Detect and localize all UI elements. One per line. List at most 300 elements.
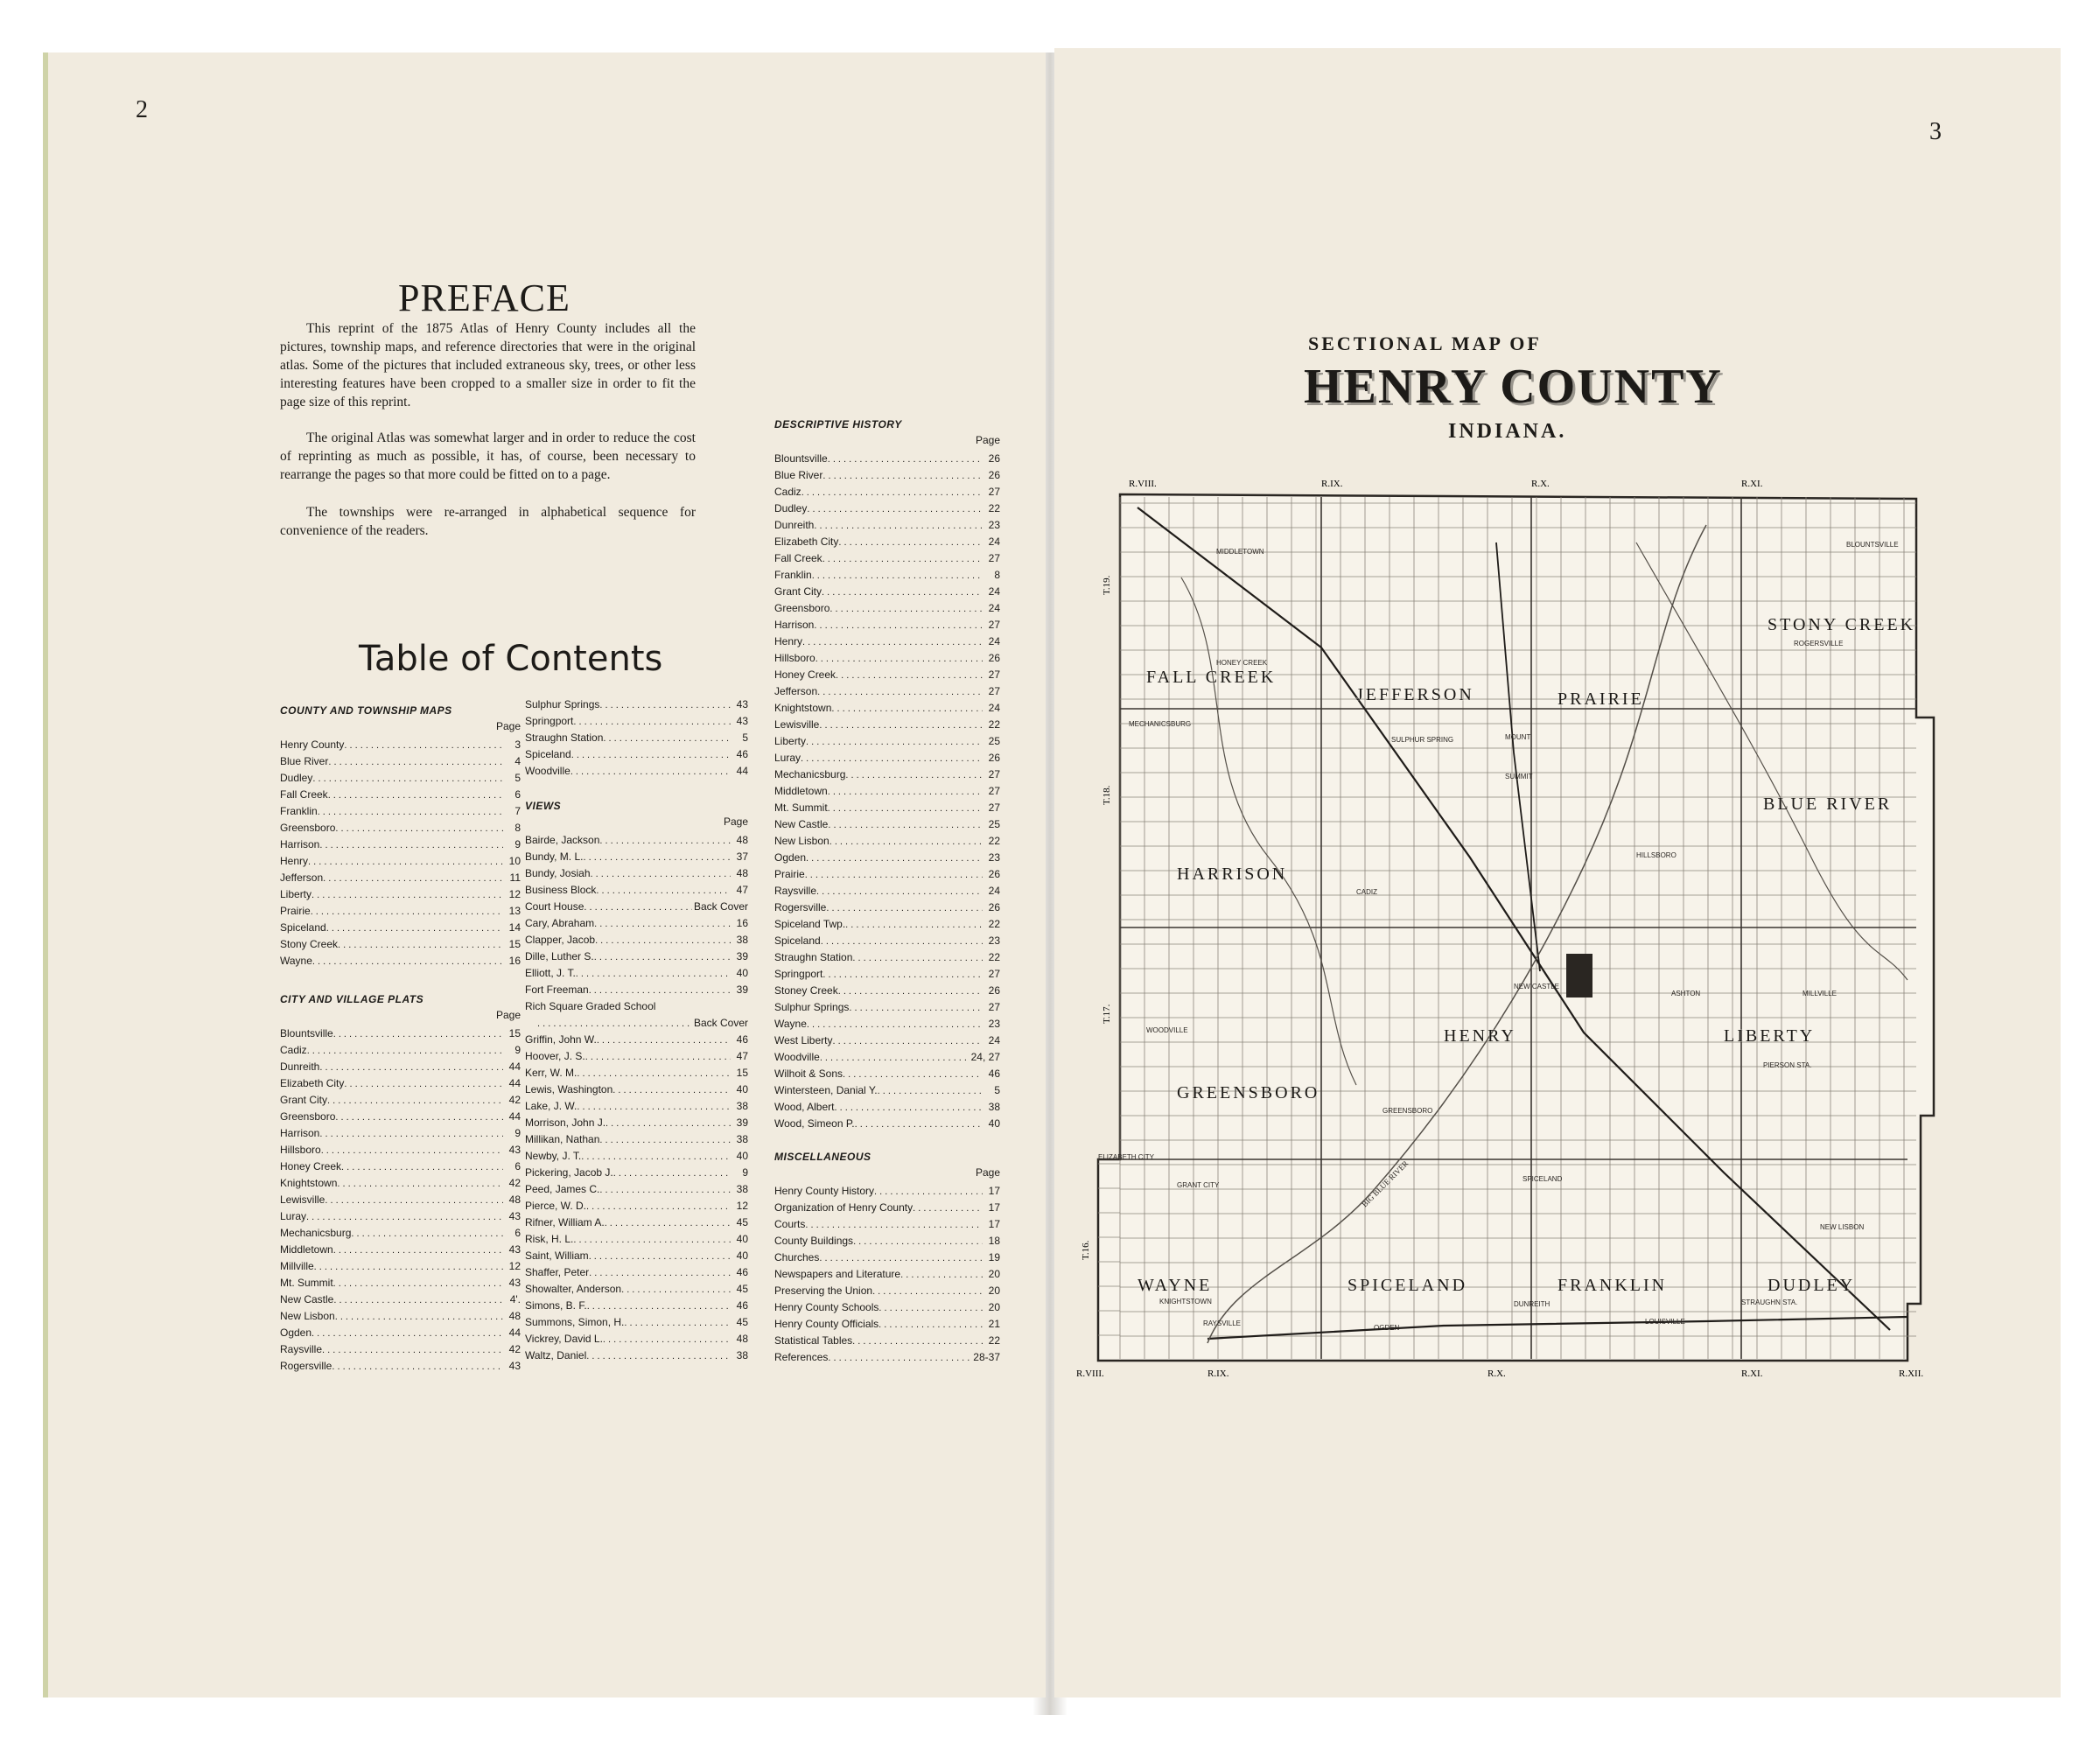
toc-entry	[525, 1029, 748, 1046]
toc-entry-label: Cadiz	[280, 1044, 307, 1056]
toc-entry-page: 24	[988, 702, 1000, 714]
leader-dots	[314, 1260, 503, 1272]
toc-entry-page: 46	[736, 1266, 748, 1278]
toc-entry	[774, 880, 1000, 897]
toc-entry-page: 21	[988, 1318, 1000, 1330]
leader-dots	[594, 950, 731, 962]
leader-dots	[599, 1183, 731, 1195]
toc-entry-label: Business Block	[525, 884, 597, 896]
toc-entry	[525, 710, 748, 727]
leader-dots	[587, 1299, 731, 1312]
leader-dots	[878, 1084, 983, 1096]
toc-entry-page: 24	[988, 885, 1000, 897]
toc-entry-label: Risk, H. L.	[525, 1233, 574, 1245]
leader-dots	[597, 1033, 731, 1046]
toc-entry-label: Elizabeth City	[280, 1077, 345, 1089]
toc-entry-label: Cadiz	[774, 486, 802, 498]
toc-entry-page: 43	[508, 1243, 521, 1256]
toc-entry-page: 46	[988, 1068, 1000, 1080]
toc-entry-page: 22	[988, 718, 1000, 731]
range-label-bottom: R.VIII.	[1076, 1368, 1104, 1379]
toc-entry	[525, 1162, 748, 1179]
toc-entry	[774, 481, 1000, 498]
range-label-top: R.XI.	[1741, 479, 1763, 489]
toc-entry	[525, 1179, 748, 1195]
toc-entry-page: 25	[988, 818, 1000, 830]
toc-entry	[525, 760, 748, 777]
preface-paragraph-1: This reprint of the 1875 Atlas of Henry County includes all the pictures, township maps, and reference directories that were in the original atlas. Some of the pictures that included extraneous sky, trees, or other less interesting features have been cropped to a smaller size in order to fit the page size of this reprint.	[280, 321, 696, 410]
toc-entry-page: 38	[736, 934, 748, 946]
leader-dots	[581, 1150, 731, 1162]
toc-entry	[525, 863, 748, 879]
toc-entry-label: Lewisville	[774, 718, 820, 731]
leader-dots	[312, 772, 503, 784]
leader-dots	[599, 834, 731, 846]
toc-entry	[525, 1245, 748, 1262]
toc-entry-label: Henry County Officials	[774, 1318, 879, 1330]
leader-dots	[344, 1077, 503, 1089]
toc-entry	[525, 694, 748, 710]
leader-dots	[537, 1017, 692, 1029]
toc-entry-label: Millikan, Nathan	[525, 1133, 600, 1145]
toc-entry-label: Newby, J. T.	[525, 1150, 582, 1162]
toc-entry-page: 8	[514, 822, 521, 834]
leader-dots	[335, 1110, 503, 1123]
toc-entry	[280, 834, 521, 850]
toc-entry	[280, 734, 521, 751]
toc-entry-label: Straughn Station	[525, 732, 604, 744]
toc-entry-page: 23	[988, 934, 1000, 947]
leader-dots	[584, 900, 692, 913]
toc-entry	[525, 1129, 748, 1145]
leader-dots	[621, 1283, 731, 1295]
toc-entry-page: 23	[988, 519, 1000, 531]
town-name: MILLVILLE	[1802, 990, 1837, 998]
leader-dots	[822, 968, 983, 980]
toc-entry-page: 48	[736, 1333, 748, 1345]
leader-dots	[589, 1266, 731, 1278]
toc-entry	[525, 1278, 748, 1295]
leader-dots	[306, 1210, 503, 1222]
toc-entry-page: 39	[736, 984, 748, 996]
leader-dots	[802, 486, 983, 498]
township-name: BLUE RIVER	[1763, 794, 1893, 814]
toc-entry-page: 6	[514, 788, 521, 801]
toc-entry-label: Ogden	[774, 851, 807, 864]
toc-entry-label: Wilhoit & Sons	[774, 1068, 844, 1080]
leader-dots	[332, 1360, 503, 1372]
leader-dots	[828, 785, 983, 797]
toc-entry	[774, 1230, 1000, 1247]
toc-entry-label: Millville	[280, 1260, 314, 1272]
toc-entry-label: Hillsboro	[774, 652, 816, 664]
leader-dots	[852, 1334, 983, 1347]
toc-entry	[525, 1096, 748, 1112]
leader-dots	[874, 1185, 983, 1197]
leader-dots	[595, 934, 731, 946]
toc-entry	[774, 548, 1000, 564]
toc-entry	[774, 1197, 1000, 1214]
toc-entry-page: 3	[514, 738, 521, 751]
toc-entry-page: 13	[508, 905, 521, 917]
leader-dots	[583, 850, 731, 863]
toc-entry	[774, 1113, 1000, 1130]
leader-dots	[599, 698, 731, 710]
toc-entry-label: Raysville	[774, 885, 817, 897]
map-title-line-1: SECTIONAL MAP OF	[1308, 332, 1542, 354]
toc-entry	[280, 900, 521, 917]
leader-dots	[878, 1318, 983, 1330]
toc-entry-label: Waltz, Daniel	[525, 1349, 587, 1362]
section-heading-descriptive-history: DESCRIPTIVE HISTORY	[774, 418, 902, 430]
leader-dots	[807, 1018, 983, 1030]
toc-entry	[525, 1046, 748, 1062]
toc-entry	[280, 1355, 521, 1372]
toc-entry-page: 38	[736, 1133, 748, 1145]
leader-dots	[308, 855, 503, 867]
toc-entry	[774, 648, 1000, 664]
leader-dots	[612, 1083, 731, 1096]
toc-entry	[525, 1228, 748, 1245]
toc-entry	[280, 817, 521, 834]
river-name: BIG BLUE RIVER	[1360, 1158, 1410, 1209]
toc-entry-label: Mt. Summit	[774, 802, 828, 814]
leader-dots	[828, 1351, 971, 1363]
leader-dots	[831, 702, 983, 714]
toc-entry-label: Rogersville	[280, 1360, 332, 1372]
leader-dots	[812, 569, 983, 581]
toc-entry	[774, 764, 1000, 780]
toc-entry-page: 6	[514, 1227, 521, 1239]
toc-entry-page: 40	[736, 967, 748, 979]
toc-entry-label: Saint, William	[525, 1250, 589, 1262]
toc-entry	[280, 1139, 521, 1156]
leader-dots	[323, 872, 503, 884]
leader-dots	[830, 602, 983, 614]
toc-entry	[774, 614, 1000, 631]
toc-entry-label: Franklin	[280, 805, 318, 817]
page-column-header: Page	[975, 1166, 1000, 1179]
toc-entry	[774, 1280, 1000, 1297]
toc-entry	[280, 1322, 521, 1339]
toc-entry	[525, 1328, 748, 1345]
toc-entry	[280, 1306, 521, 1322]
leader-dots	[570, 765, 731, 777]
town-name: DUNREITH	[1514, 1300, 1550, 1308]
toc-entry-page: 15	[508, 938, 521, 950]
town-name: HILLSBORO	[1636, 851, 1676, 859]
toc-entry-page: 5	[742, 732, 748, 744]
toc-entry-page: 37	[736, 850, 748, 863]
toc-entry-label: Wayne	[280, 955, 312, 967]
toc-entry-label: New Castle	[774, 818, 829, 830]
toc-entry	[280, 1206, 521, 1222]
leader-dots	[819, 718, 983, 731]
township-name: FALL CREEK	[1146, 668, 1277, 687]
leader-dots	[312, 955, 503, 967]
leader-dots	[828, 802, 983, 814]
toc-entry-label: Vickrey, David L.	[525, 1333, 603, 1345]
toc-column-1	[280, 704, 521, 1372]
toc-entry-page: 28-37	[973, 1351, 1000, 1363]
town-name: STRAUGHN STA.	[1741, 1298, 1798, 1306]
leader-dots	[603, 732, 731, 744]
toc-entry	[525, 896, 748, 913]
leader-dots	[817, 685, 983, 697]
toc-entry-page: 23	[988, 851, 1000, 864]
toc-entry-page: 12	[508, 888, 521, 900]
leader-dots	[822, 469, 983, 481]
toc-entry-page: Back Cover	[693, 1017, 748, 1029]
leader-dots	[819, 1251, 983, 1264]
leader-dots	[814, 519, 983, 531]
leader-dots	[802, 635, 983, 648]
toc-entry	[280, 1289, 521, 1306]
toc-entry	[774, 465, 1000, 481]
toc-entry-page: 48	[508, 1194, 521, 1206]
toc-entry-page: 24	[988, 602, 1000, 614]
leader-dots	[586, 1200, 731, 1212]
toc-entry-label: Preserving the Union	[774, 1284, 873, 1297]
leader-dots	[322, 1343, 503, 1355]
toc-entry	[525, 1345, 748, 1362]
toc-entry-page: 40	[988, 1117, 1000, 1130]
toc-entry-page: 20	[988, 1301, 1000, 1313]
toc-entry-page: 12	[736, 1200, 748, 1212]
toc-column-2	[525, 694, 748, 1362]
leader-dots	[606, 1116, 731, 1129]
toc-entry-label: Dudley	[774, 502, 808, 514]
toc-entry-page: 47	[736, 1050, 748, 1062]
toc-entry-page: 43	[736, 698, 748, 710]
toc-entry	[280, 1023, 521, 1040]
leader-dots	[319, 1060, 503, 1073]
toc-entry-label: Henry County	[280, 738, 345, 751]
toc-entry	[774, 1096, 1000, 1113]
toc-entry-label: Woodville	[774, 1051, 820, 1063]
toc-entry-label: Elliott, J. T.	[525, 967, 576, 979]
page-column-header: Page	[723, 816, 748, 828]
toc-entry	[280, 1272, 521, 1289]
toc-entry-label: Statistical Tables	[774, 1334, 853, 1347]
toc-entry-page: 38	[988, 1101, 1000, 1113]
toc-entry-label: Henry County Schools	[774, 1301, 879, 1313]
leader-dots	[586, 1349, 731, 1362]
toc-entry-page: 43	[508, 1144, 521, 1156]
toc-entry	[525, 929, 748, 946]
leader-dots	[845, 918, 983, 930]
toc-entry	[280, 1222, 521, 1239]
toc-entry	[774, 963, 1000, 980]
toc-entry-page: 4	[514, 755, 521, 767]
leader-dots	[589, 984, 731, 996]
township-name: DUDLEY	[1768, 1276, 1856, 1295]
toc-entry	[280, 884, 521, 900]
toc-entry-page: 43	[508, 1360, 521, 1372]
toc-entry-page: 20	[988, 1268, 1000, 1280]
toc-entry	[774, 1330, 1000, 1347]
toc-entry-page: 45	[736, 1283, 748, 1295]
toc-entry-label: Springport	[774, 968, 823, 980]
toc-entry-page: 39	[736, 950, 748, 962]
toc-entry-label: Pierce, W. D.	[525, 1200, 587, 1212]
toc-entry-page: 24	[988, 635, 1000, 648]
toc-entry	[525, 1145, 748, 1162]
page-column-header: Page	[975, 434, 1000, 446]
tier-label: T.19.	[1102, 575, 1112, 595]
leader-dots	[900, 1268, 983, 1280]
town-name: SUMMIT	[1505, 773, 1533, 780]
toc-entry-label: Franklin	[774, 569, 812, 581]
leader-dots	[814, 619, 983, 631]
toc-entry	[774, 914, 1000, 930]
toc-entry	[774, 731, 1000, 747]
toc-entry-label: Bundy, Josiah	[525, 867, 591, 879]
leader-dots	[321, 1144, 503, 1156]
toc-entry	[525, 979, 748, 996]
range-label-bottom: R.XI.	[1741, 1368, 1763, 1379]
toc-entry-label: Pickering, Jacob J.	[525, 1166, 613, 1179]
town-name: MIDDLETOWN	[1216, 548, 1264, 556]
toc-entry-page: 38	[736, 1100, 748, 1112]
toc-entry-label: Summons, Simon, H.	[525, 1316, 625, 1328]
toc-entry	[774, 947, 1000, 963]
toc-entry	[774, 1063, 1000, 1080]
leader-dots	[826, 901, 983, 914]
leader-dots	[828, 452, 983, 465]
toc-entry-page: 19	[988, 1251, 1000, 1264]
toc-entry	[774, 1180, 1000, 1197]
toc-entry-label: Dunreith	[280, 1060, 320, 1073]
leader-dots	[335, 1310, 503, 1322]
toc-entry-page: 27	[988, 968, 1000, 980]
toc-entry-page: 18	[988, 1235, 1000, 1247]
toc-entry-label: Mt. Summit	[280, 1277, 333, 1289]
toc-entry-page: 24	[988, 536, 1000, 548]
toc-entry-page: 6	[514, 1160, 521, 1172]
toc-entry-label: Court House	[525, 900, 584, 913]
toc-entry-page: 27	[988, 552, 1000, 564]
toc-entry-page: 5	[514, 772, 521, 784]
toc-entry-label: Peed, James C.	[525, 1183, 600, 1195]
town-name: SULPHUR SPRING	[1391, 736, 1454, 744]
section-heading-county-maps: COUNTY AND TOWNSHIP MAPS	[280, 704, 452, 717]
toc-entry-label: Blue River	[280, 755, 329, 767]
toc-entry-label: Dudley	[280, 772, 313, 784]
toc-entry	[280, 1256, 521, 1272]
leader-dots	[605, 1216, 731, 1228]
toc-entry-page: 44	[508, 1060, 521, 1073]
toc-entry-label: Harrison	[280, 838, 320, 850]
leader-dots	[603, 1333, 731, 1345]
leader-dots	[338, 938, 503, 950]
leader-dots	[335, 822, 503, 834]
town-name: CADIZ	[1356, 888, 1377, 896]
toc-entry	[280, 1089, 521, 1106]
toc-entry-label: Jefferson	[774, 685, 818, 697]
leader-dots	[845, 768, 983, 780]
toc-entry	[525, 1079, 748, 1096]
toc-entry	[280, 1239, 521, 1256]
leader-dots	[319, 1127, 503, 1139]
leader-dots	[838, 536, 983, 548]
toc-entry	[774, 1080, 1000, 1096]
leader-dots	[805, 1218, 983, 1230]
toc-entry-label: Elizabeth City	[774, 536, 839, 548]
toc-entry	[774, 847, 1000, 864]
toc-entry-page: 22	[988, 502, 1000, 514]
leader-dots	[830, 835, 983, 847]
toc-entry	[774, 564, 1000, 581]
toc-entry	[525, 913, 748, 929]
toc-entry-label: Henry	[280, 855, 309, 867]
leader-dots	[828, 818, 983, 830]
toc-entry-label: Simons, B. F.	[525, 1299, 587, 1312]
toc-entry	[774, 1347, 1000, 1363]
toc-entry-label: Grant City	[774, 585, 822, 598]
toc-entry-page: 43	[736, 715, 748, 727]
range-label-bottom: R.XII.	[1899, 1368, 1924, 1379]
leader-dots	[855, 1117, 983, 1130]
leader-dots	[307, 1044, 503, 1056]
toc-entry-page: 27	[988, 486, 1000, 498]
toc-entry-page: 5	[994, 1084, 1000, 1096]
toc-entry	[280, 1339, 521, 1355]
toc-entry-label: Lewisville	[280, 1194, 326, 1206]
page-number-left: 2	[136, 96, 148, 123]
toc-entry-page: 27	[988, 802, 1000, 814]
town-name: GRANT CITY	[1177, 1181, 1220, 1189]
toc-entry-label: Sulphur Springs	[774, 1001, 850, 1013]
leader-dots	[805, 868, 983, 880]
range-label-bottom: R.IX.	[1208, 1368, 1229, 1379]
leader-dots	[816, 652, 983, 664]
toc-entry-label: Mechanicsburg	[774, 768, 846, 780]
leader-dots	[589, 1250, 731, 1262]
section-heading-miscellaneous: MISCELLANEOUS	[774, 1151, 872, 1163]
toc-entry-label: Griffin, John W.	[525, 1033, 597, 1046]
toc-entry-page: 24	[988, 1034, 1000, 1046]
toc-entry	[774, 1297, 1000, 1313]
toc-entry-label: Harrison	[774, 619, 815, 631]
toc-entry-label: Knightstown	[280, 1177, 338, 1189]
toc-entry	[774, 531, 1000, 548]
leader-dots	[577, 1100, 731, 1112]
town-name: BLOUNTSVILLE	[1846, 541, 1899, 549]
toc-entry	[774, 631, 1000, 648]
toc-entry-page: 14	[508, 921, 521, 934]
toc-entry	[525, 1295, 748, 1312]
toc-entry	[774, 797, 1000, 814]
toc-entry-label: Bundy, M. L.	[525, 850, 584, 863]
leader-dots	[333, 1243, 503, 1256]
toc-entry-label: Raysville	[280, 1343, 323, 1355]
toc-entry	[525, 744, 748, 760]
leader-dots	[585, 1050, 731, 1062]
leader-dots	[836, 668, 983, 681]
toc-entry-label: Rogersville	[774, 901, 827, 914]
toc-entry	[525, 830, 748, 846]
leader-dots	[344, 738, 503, 751]
toc-entry-page: 26	[988, 868, 1000, 880]
toc-entry-page: 24	[988, 585, 1000, 598]
toc-entry-label: Fort Freeman	[525, 984, 589, 996]
toc-entry-page: 48	[736, 834, 748, 846]
toc-entry-label: Kerr, W. M.	[525, 1067, 578, 1079]
leader-dots	[596, 884, 731, 896]
toc-entry	[774, 997, 1000, 1013]
toc-entry	[280, 1073, 521, 1089]
